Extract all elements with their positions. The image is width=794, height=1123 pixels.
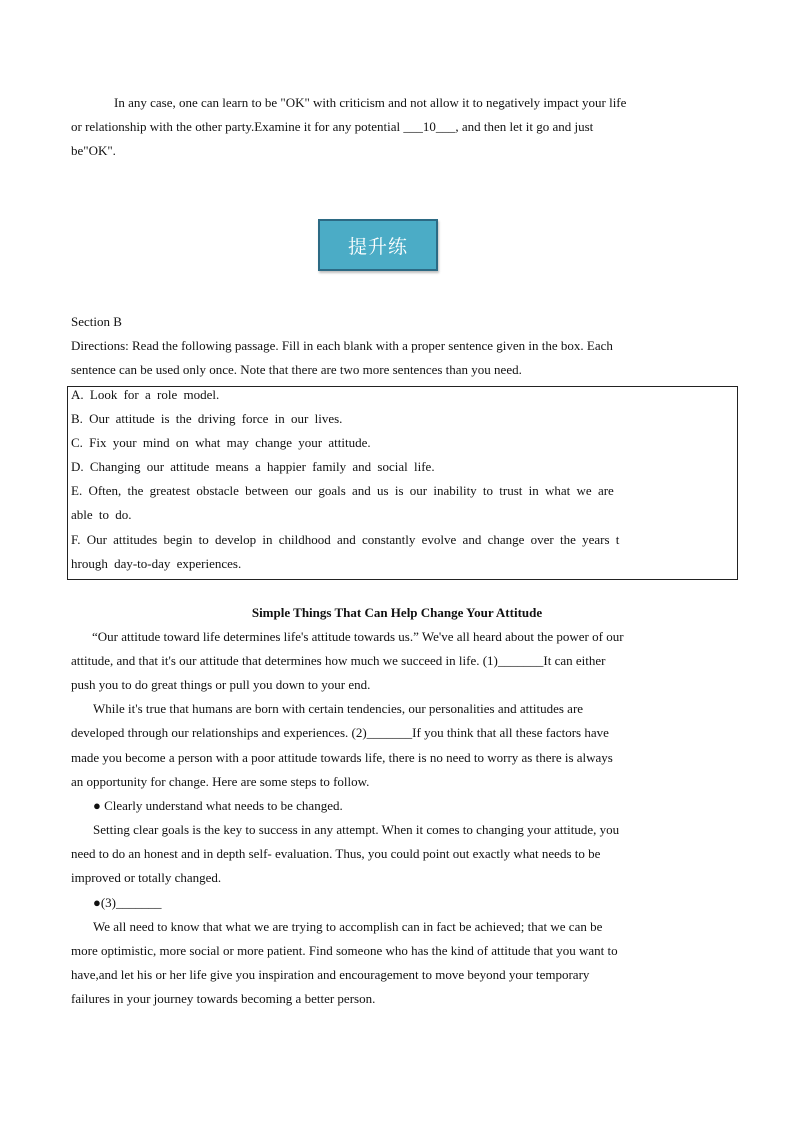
directions-line-1: Directions: Read the following passage. Fill in each blank with a proper sentence given in the box. Each (71, 338, 613, 353)
option-d: D. Changing our attitude means a happier family and social life. (71, 459, 435, 474)
passage-line: need to do an honest and in depth self- evaluation. Thus, you could point out exactly what needs to be (71, 846, 601, 861)
option-c: C. Fix your mind on what may change your attitude. (71, 435, 371, 450)
intro-line-1: In any case, one can learn to be "OK" with criticism and not allow it to negatively impact your life (114, 95, 627, 110)
passage-line: more optimistic, more social or more patient. Find someone who has the kind of attitude that you want to (71, 943, 618, 958)
passage-line: improved or totally changed. (71, 870, 222, 885)
step-heading-1: ● Clearly understand what needs to be changed. (93, 798, 343, 813)
passage-line: While it's true that humans are born with certain tendencies, our personalities and attitudes are (93, 701, 584, 716)
passage-line: have,and let his or her life give you inspiration and encouragement to move beyond your temporary (71, 967, 590, 982)
option-e-cont: able to do. (71, 507, 132, 522)
option-f: F. Our attitudes begin to develop in childhood and constantly evolve and change over the years t (71, 532, 620, 547)
passage-line: push you to do great things or pull you down to your end. (71, 677, 371, 692)
passage-line: failures in your journey towards becoming a better person. (71, 991, 376, 1006)
intro-line-3: be"OK". (71, 143, 116, 158)
passage-line: We all need to know that what we are trying to accomplish can in fact be achieved; that we can be (93, 919, 603, 934)
option-a: A. Look for a role model. (71, 387, 220, 402)
passage-line: attitude, and that it's our attitude that determines how much we succeed in life. (1)_______It can either (71, 653, 606, 668)
passage-line: Setting clear goals is the key to success in any attempt. When it comes to changing your attitude, you (93, 822, 620, 837)
passage-line: an opportunity for change. Here are some steps to follow. (71, 774, 370, 789)
passage-line: made you become a person with a poor attitude towards life, there is no need to worry as there is always (71, 750, 613, 765)
section-heading: Section B (71, 314, 122, 329)
passage-title: Simple Things That Can Help Change Your Attitude (251, 605, 543, 620)
practice-banner: 提升练 (318, 219, 438, 271)
option-f-cont: hrough day-to-day experiences. (71, 556, 242, 571)
step-heading-blank: ●(3)_______ (93, 895, 162, 910)
intro-line-2: or relationship with the other party.Examine it for any potential ___10___, and then let it go and just (71, 119, 594, 134)
option-e: E. Often, the greatest obstacle between our goals and us is our inability to trust in what we are (71, 483, 614, 498)
directions-line-2: sentence can be used only once. Note that there are two more sentences than you need. (71, 362, 522, 377)
passage-line: developed through our relationships and experiences. (2)_______If you think that all these factors have (71, 725, 609, 740)
option-b: B. Our attitude is the driving force in our lives. (71, 411, 343, 426)
passage-line: “Our attitude toward life determines life's attitude towards us.” We've all heard about the power of our (92, 629, 624, 644)
